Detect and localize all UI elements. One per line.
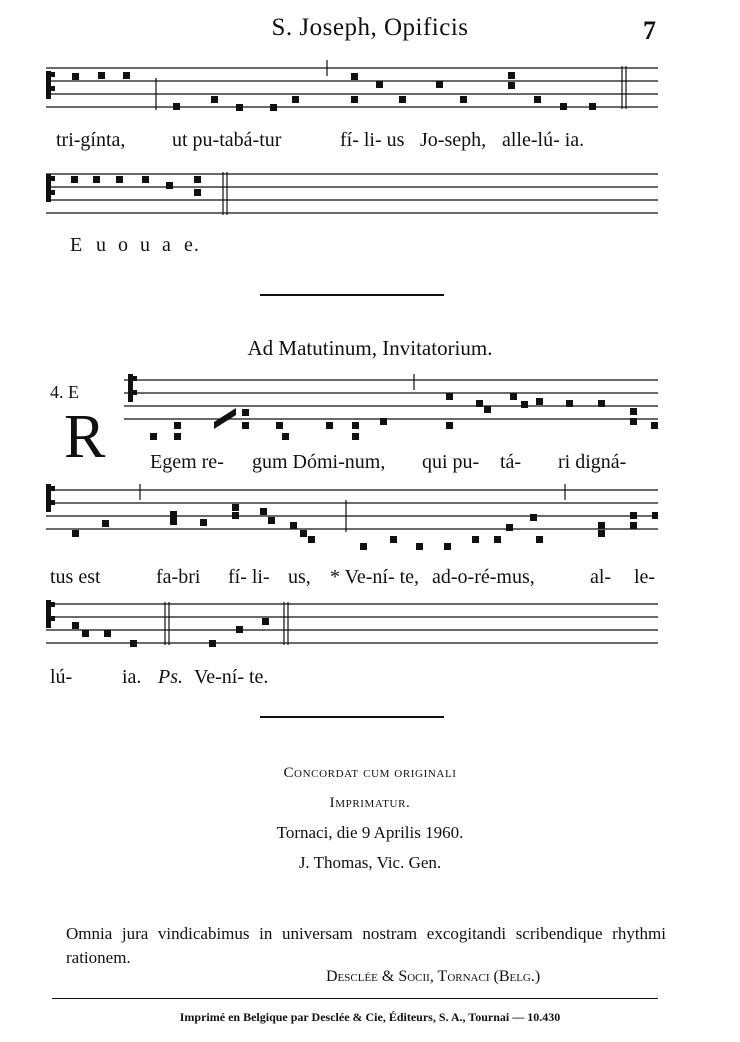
lyric-syllable: Ve-ní- te.: [194, 666, 269, 688]
concordat-line: Concordat cum originali: [283, 765, 457, 781]
lyric-syllable: fí- li-: [228, 566, 270, 588]
lyric-syllable: tá-: [500, 451, 522, 473]
chant-staff-2: [46, 172, 658, 224]
lyric-syllable: Jo-seph,: [420, 129, 487, 151]
chant-staff-3: [124, 378, 658, 440]
lyric-syllable: ri digná-: [558, 451, 627, 473]
staff-1-svg: [46, 66, 658, 124]
lyric-syllable: u: [96, 234, 107, 256]
lyric-syllable: a: [162, 234, 172, 256]
lyric-syllable: fí- li- us: [340, 129, 405, 151]
drop-initial: R: [64, 403, 106, 471]
lyric-syllable: us,: [288, 566, 311, 588]
publisher-line: Desclée & Socii, Tornaci (Belg.): [326, 968, 541, 985]
section-divider: [260, 716, 444, 718]
staff-4-svg: [46, 488, 658, 552]
page-title: S. Joseph, Opificis: [271, 14, 469, 41]
lyric-syllable: u: [140, 234, 151, 256]
rights-notice: Omnia jura vindicabimus in universam nostram excogitandi scribendique rhythmi rationem.: [66, 924, 666, 967]
lyric-syllable: alle-lú- ia.: [502, 129, 585, 151]
page-number: 7: [643, 16, 656, 45]
staff-3-svg: [124, 378, 658, 440]
lyric-syllable: fa-bri: [156, 566, 201, 588]
imprimatur-line: Imprimatur.: [329, 795, 411, 811]
lyric-syllable: tus est: [50, 566, 101, 588]
lyric-syllable: E: [70, 234, 84, 256]
lyric-psalm-label: Ps.: [158, 666, 183, 688]
section-divider: [260, 294, 444, 296]
chant-staff-1: [46, 66, 658, 124]
lyric-syllable: le-: [634, 566, 656, 588]
lyric-syllable: al-: [590, 566, 612, 588]
lyric-syllable: tri-gínta,: [56, 129, 126, 151]
staff-5-svg: [46, 602, 658, 656]
lyric-syllable: Egem re-: [150, 451, 224, 473]
lyric-syllable: o: [118, 234, 129, 256]
lyric-syllable: gum Dómi-num,: [252, 451, 386, 473]
chant-staff-5: [46, 602, 658, 656]
lyric-syllable: * Ve-ní- te,: [330, 566, 420, 588]
lyric-syllable: ia.: [122, 666, 142, 688]
footer-rule: [52, 998, 658, 999]
lyric-syllable: ad-o-ré-mus,: [432, 566, 535, 588]
imprimatur-place-date: Tornaci, die 9 Aprilis 1960.: [276, 823, 464, 842]
mode-indicator: 4. E: [50, 382, 79, 402]
lyric-syllable: lú-: [50, 666, 73, 688]
lyric-syllable: qui pu-: [422, 451, 480, 473]
chant-staff-4: [46, 488, 658, 552]
staff-2-svg: [46, 172, 658, 224]
section-heading: Ad Matutinum, Invitatorium.: [247, 336, 493, 360]
imprimatur-signatory: J. Thomas, Vic. Gen.: [298, 853, 442, 872]
lyric-syllable: e.: [184, 234, 200, 256]
printer-line: Imprimé en Belgique par Desclée & Cie, Éditeurs, S. A., Tournai — 10.430: [179, 1010, 561, 1024]
lyric-syllable: ut pu-tabá-tur: [172, 129, 282, 151]
